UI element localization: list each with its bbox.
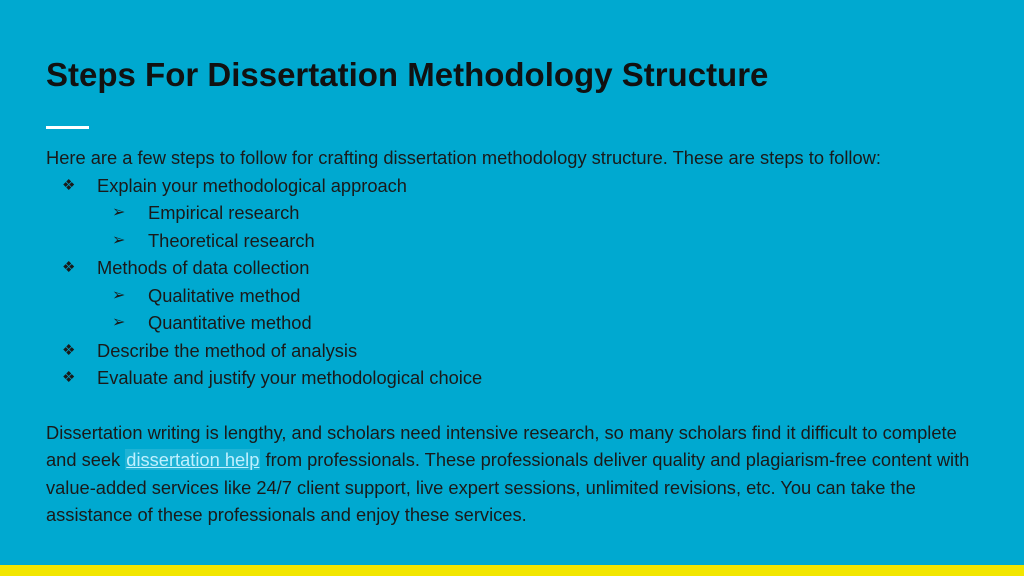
diamond-bullet-icon: ❖ <box>62 259 76 276</box>
diamond-bullet-icon: ❖ <box>62 369 76 386</box>
slide-content <box>46 144 976 529</box>
dissertation-help-link[interactable]: dissertation help <box>126 449 260 470</box>
list-item-label: Evaluate and justify your methodological choice <box>97 367 483 388</box>
list-item-label: Empirical research <box>148 202 300 223</box>
summary-paragraph <box>46 419 976 529</box>
list-item-label: Describe the method of analysis <box>97 339 358 361</box>
list-item-label: Qualitative method <box>148 284 301 306</box>
list-item <box>46 364 976 392</box>
paragraph-text-after-link: from professionals. These professionals deliver quality and plagiarism-free content with value-added services like 24/7 client support, live expert sessions, unlimited revisions, etc. You can take the assistance of these professionals and enjoy these services. <box>46 449 970 525</box>
list-item-label: Quantitative method <box>148 312 312 333</box>
title-accent-bar <box>46 126 89 129</box>
list-item <box>46 172 976 200</box>
paragraph-text-before-link: Dissertation writing is lengthy, and scholars need intensive research, so many scholars find it difficult to complete and seek <box>46 421 957 470</box>
bottom-accent-strip <box>0 565 1024 576</box>
arrow-bullet-icon: ➢ <box>112 231 126 249</box>
arrow-bullet-icon: ➢ <box>112 314 126 331</box>
arrow-bullet-icon: ➢ <box>112 286 126 304</box>
list-item <box>46 254 976 282</box>
arrow-bullet-icon: ➢ <box>112 204 126 221</box>
list-item <box>46 309 976 337</box>
list-item <box>46 282 976 310</box>
diamond-bullet-icon: ❖ <box>62 176 76 194</box>
slide-title: Steps For Dissertation Methodology Structure <box>46 56 769 93</box>
list-item <box>46 337 976 365</box>
list-item-label: Explain your methodological approach <box>97 174 407 196</box>
list-item-label: Theoretical research <box>148 229 315 251</box>
steps-list <box>46 172 976 392</box>
list-item-label: Methods of data collection <box>97 257 310 278</box>
list-item <box>46 199 976 227</box>
list-item <box>46 227 976 255</box>
intro-text: Here are a few steps to follow for crafting dissertation methodology structure. These are steps to follow: <box>46 147 881 168</box>
diamond-bullet-icon: ❖ <box>62 341 76 359</box>
